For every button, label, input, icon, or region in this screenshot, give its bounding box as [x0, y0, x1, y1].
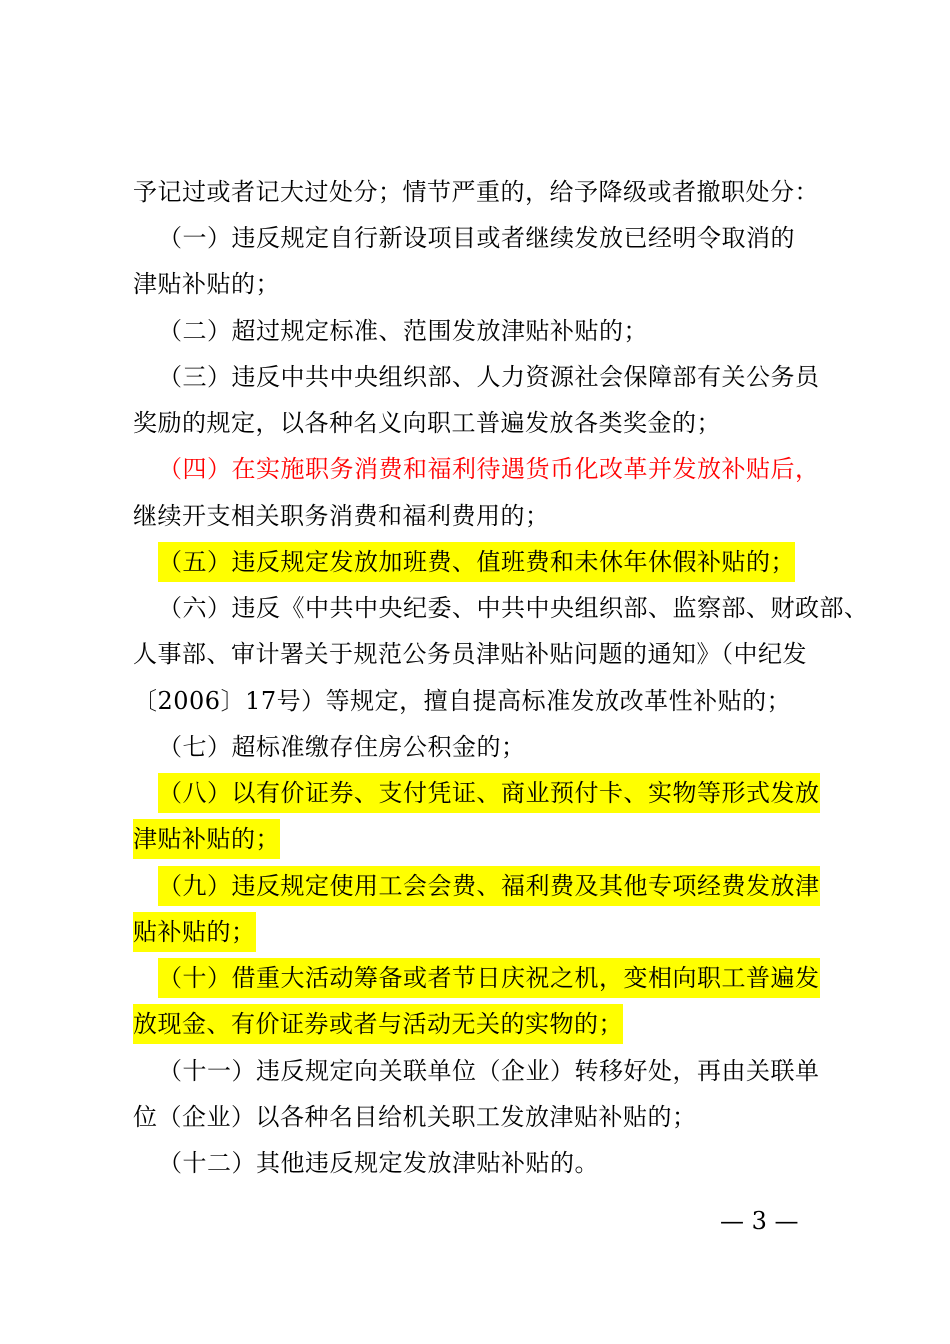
list-item-9-highlighted: （九）违反规定使用工会会费、福利费及其他专项经费发放津: [158, 866, 820, 906]
list-item-1-continued: 津贴补贴的；: [133, 270, 280, 298]
list-item-8-highlighted: （八）以有价证券、支付凭证、商业预付卡、实物等形式发放: [158, 773, 820, 813]
list-item-4: （四）在实施职务消费和福利待遇货币化改革并发放补贴后，: [158, 455, 820, 483]
list-item-7: （七）超标准缴存住房公积金的；: [158, 733, 526, 761]
list-item-6: （六）违反《中共中央纪委、中共中央组织部、监察部、财政部、: [158, 594, 869, 622]
list-item-5-highlighted: （五）违反规定发放加班费、值班费和未休年休假补贴的；: [158, 542, 795, 582]
list-item-4-continued: 继续开支相关职务消费和福利费用的；: [133, 502, 550, 530]
list-item-11: （十一）违反规定向关联单位（企业）转移好处，再由关联单: [158, 1057, 820, 1085]
list-item-9-continued-highlighted: 贴补贴的；: [133, 912, 256, 952]
list-item-6-continued-2: 〔2006〕17号）等规定，擅自提高标准发放改革性补贴的；: [133, 687, 792, 715]
page-number: — 3 —: [720, 1207, 799, 1235]
list-item-8-continued-highlighted: 津贴补贴的；: [133, 819, 280, 859]
list-item-3-continued: 奖励的规定，以各种名义向职工普遍发放各类奖金的；: [133, 409, 721, 437]
list-item-10-highlighted: （十）借重大活动筹备或者节日庆祝之机，变相向职工普遍发: [158, 958, 820, 998]
list-item-6-continued: 人事部、审计署关于规范公务员津贴补贴问题的通知》（中纪发: [133, 640, 807, 668]
list-item-10-continued-highlighted: 放现金、有价证券或者与活动无关的实物的；: [133, 1004, 623, 1044]
list-item-12: （十二）其他违反规定发放津贴补贴的。: [158, 1149, 599, 1177]
list-item-1: （一）违反规定自行新设项目或者继续发放已经明令取消的: [158, 224, 795, 252]
list-item-3: （三）违反中共中央组织部、人力资源社会保障部有关公务员: [158, 363, 820, 391]
list-item-2: （二）超过规定标准、范围发放津贴补贴的；: [158, 317, 648, 345]
list-item-11-continued: 位（企业）以各种名目给机关职工发放津贴补贴的；: [133, 1103, 697, 1131]
paragraph-line: 予记过或者记大过处分；情节严重的，给予降级或者撤职处分：: [133, 178, 819, 206]
